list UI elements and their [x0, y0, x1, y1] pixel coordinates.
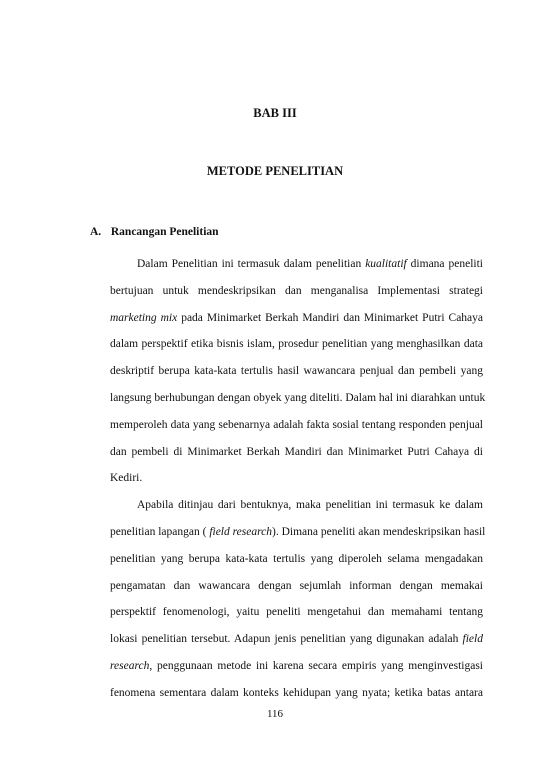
text-line: lokasi penelitian tersebut. Adapun jenis penelitian yang digunakan adalah field — [110, 633, 483, 645]
text-line: dalam perspektif etika bisnis islam, prosedur penelitian yang menghasilkan data — [110, 338, 483, 350]
section-number: A. — [90, 226, 102, 238]
text-line: Kediri. — [110, 472, 143, 484]
section-heading — [90, 226, 219, 238]
text-line: memperoleh data yang sebenarnya adalah fakta sosial tentang responden penjual — [110, 419, 483, 431]
text-line: perspektif fenomenologi, yaitu peneliti mengetahui dan memahami tentang — [110, 606, 483, 618]
text-line: research, penggunaan metode ini karena secara empiris yang menginvestigasi — [110, 660, 483, 672]
section-title: Rancangan Penelitian — [110, 226, 219, 238]
page-number: 116 — [266, 708, 284, 720]
chapter-label: BAB III — [253, 106, 297, 120]
text-line: Dalam Penelitian ini termasuk dalam penelitian kualitatif dimana peneliti — [137, 258, 483, 270]
chapter-title: METODE PENELITIAN — [206, 164, 344, 178]
text-line: deskriptif berupa kata-kata tertulis hasil wawancara penjual dan pembeli yang — [110, 365, 483, 377]
text-line: penelitian yang berupa kata-kata tertulis yang diperoleh selama mengadakan — [110, 553, 483, 565]
text-line: dan pembeli di Minimarket Berkah Mandiri dan Minimarket Putri Cahaya di — [110, 446, 483, 458]
text-line: fenomena sementara dalam konteks kehidupan yang nyata; ketika batas antara — [110, 687, 483, 699]
text-line: penelitian lapangan ( field research). Dimana peneliti akan mendeskripsikan hasil — [110, 526, 486, 538]
text-line: pengamatan dan wawancara dengan sejumlah informan dengan memakai — [110, 580, 483, 592]
text-line: marketing mix pada Minimarket Berkah Mandiri dan Minimarket Putri Cahaya — [110, 312, 484, 324]
text-line: langsung berhubungan dengan obyek yang diteliti. Dalam hal ini diarahkan untuk — [110, 392, 486, 404]
text-line: bertujuan untuk mendeskripsikan dan menganalisa Implementasi strategi — [110, 285, 483, 297]
text-line: Apabila ditinjau dari bentuknya, maka penelitian ini termasuk ke dalam — [137, 499, 483, 511]
